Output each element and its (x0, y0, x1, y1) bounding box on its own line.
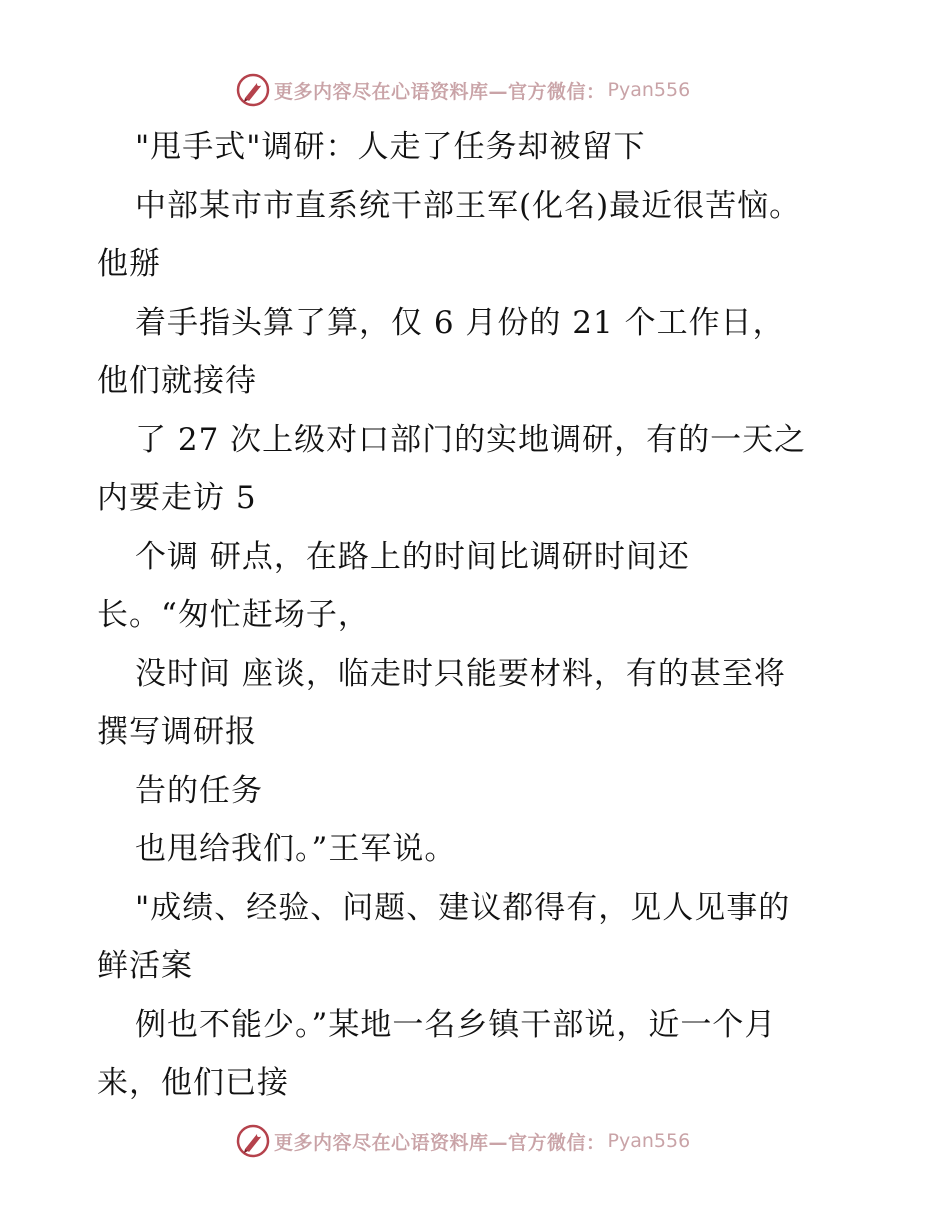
doc-line: 也甩给我们。”王军说。 (135, 831, 457, 867)
banner-wechat-id: Pyan556 (607, 1130, 691, 1152)
doc-line: "成绩、经验、问题、建议都得有，见人见事的 (135, 890, 791, 926)
doc-line: 他掰 (97, 246, 161, 282)
banner-text: 更多内容尽在心语资料库—官方微信： (274, 1131, 606, 1154)
doc-line: 着手指头算了算，仅 6 月份的 21 个工作日， (135, 305, 785, 341)
doc-line: 鲜活案 (97, 948, 193, 984)
doc-line: 例也不能少。”某地一名乡镇干部说，近一个月 (135, 1007, 777, 1043)
doc-line: "甩手式"调研：人走了任务却被留下 (135, 129, 646, 165)
doc-line: 撰写调研报 (97, 714, 257, 750)
doc-line: 了 27 次上级对口部门的实地调研，有的一天之 (135, 422, 807, 458)
banner-text: 更多内容尽在心语资料库—官方微信： (274, 80, 606, 103)
doc-line: 没时间 座谈，临走时只能要材料，有的甚至将 (135, 656, 786, 692)
footer-banner (236, 1123, 756, 1159)
doc-line: 内要走访 5 (97, 480, 257, 516)
banner-wechat-id: Pyan556 (607, 79, 691, 101)
doc-line: 他们就接待 (97, 363, 257, 399)
doc-line: 长。“匆忙赶场子， (97, 597, 370, 633)
doc-line: 个调 研点，在路上的时间比调研时间还 (135, 539, 690, 575)
doc-line: 中部某市市直系统干部王军(化名)最近很苦恼。 (135, 188, 802, 224)
pen-logo-icon (236, 1124, 270, 1158)
doc-line: 来，他们已接 (97, 1065, 289, 1101)
doc-line: 告的任务 (135, 773, 263, 809)
